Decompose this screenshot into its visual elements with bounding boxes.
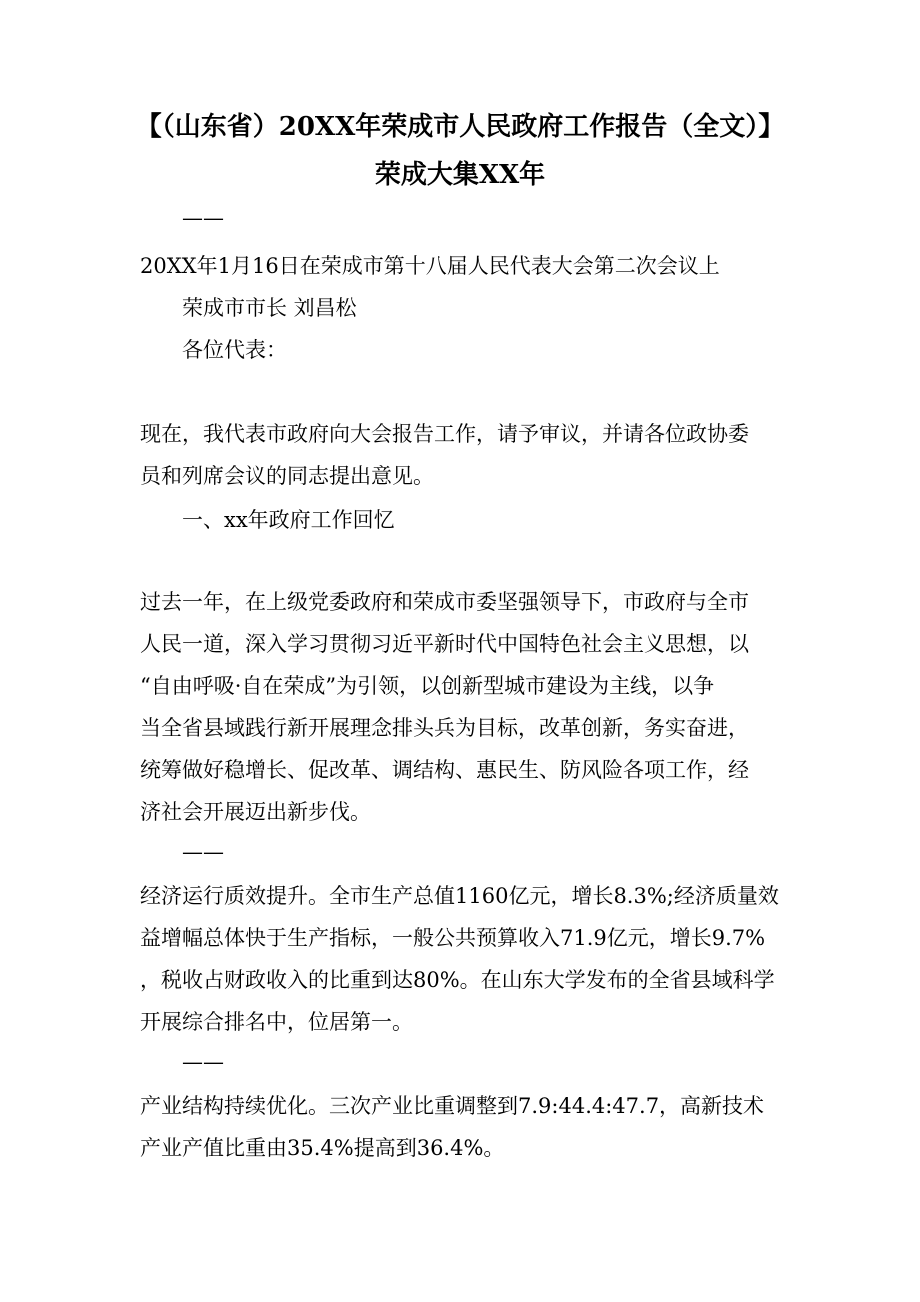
- author-line: 荣成市市长 刘昌松: [182, 296, 357, 320]
- section-heading: 一、xx年政府工作回忆: [182, 508, 395, 532]
- paragraph-line: 经济运行质效提升。全市生产总值1160亿元，增长8.3%;经济质量效: [140, 884, 779, 908]
- paragraph-line: “自由呼吸·自在荣成”为引领，以创新型城市建设为主线，以争: [140, 674, 715, 698]
- paragraph-line: 开展综合排名中，位居第一。: [140, 1010, 413, 1034]
- paragraph-line: ，税收占财政收入的比重到达80%。在山东大学发布的全省县域科学: [140, 968, 775, 992]
- paragraph-line: 产业产值比重由35.4%提高到36.4%。: [140, 1136, 505, 1160]
- paragraph-line: 过去一年，在上级党委政府和荣成市委坚强领导下，市政府与全市: [140, 590, 749, 614]
- paragraph-line: 现在，我代表市政府向大会报告工作，请予审议，并请各位政协委: [140, 422, 749, 446]
- paragraph-line: 当全省县域践行新开展理念排头兵为目标，改革创新，务实奋进，: [140, 716, 749, 740]
- dash-separator: ——: [182, 1050, 224, 1074]
- paragraph-line: 统筹做好稳增长、促改革、调结构、惠民生、防风险各项工作，经: [140, 758, 749, 782]
- paragraph-line: 员和列席会议的同志提出意见。: [140, 464, 434, 488]
- dash-separator: ——: [182, 206, 224, 230]
- document-subtitle: 荣成大集XX年: [374, 160, 546, 190]
- salutation: 各位代表：: [182, 338, 287, 362]
- dash-separator: ——: [182, 840, 224, 864]
- paragraph-line: 产业结构持续优化。三次产业比重调整到7.9:44.4:47.7，高新技术: [140, 1094, 765, 1118]
- document-title: 【（山东省）20XX年荣成市人民政府工作报告（全文）】: [135, 112, 785, 142]
- paragraph-line: 人民一道，深入学习贯彻习近平新时代中国特色社会主义思想，以: [140, 632, 749, 656]
- paragraph-line: 益增幅总体快于生产指标，一般公共预算收入71.9亿元，增长9.7%: [140, 926, 766, 950]
- meeting-info: 20XX年1月16日在荣成市第十八届人民代表大会第二次会议上: [140, 254, 720, 278]
- paragraph-line: 济社会开展迈出新步伐。: [140, 800, 371, 824]
